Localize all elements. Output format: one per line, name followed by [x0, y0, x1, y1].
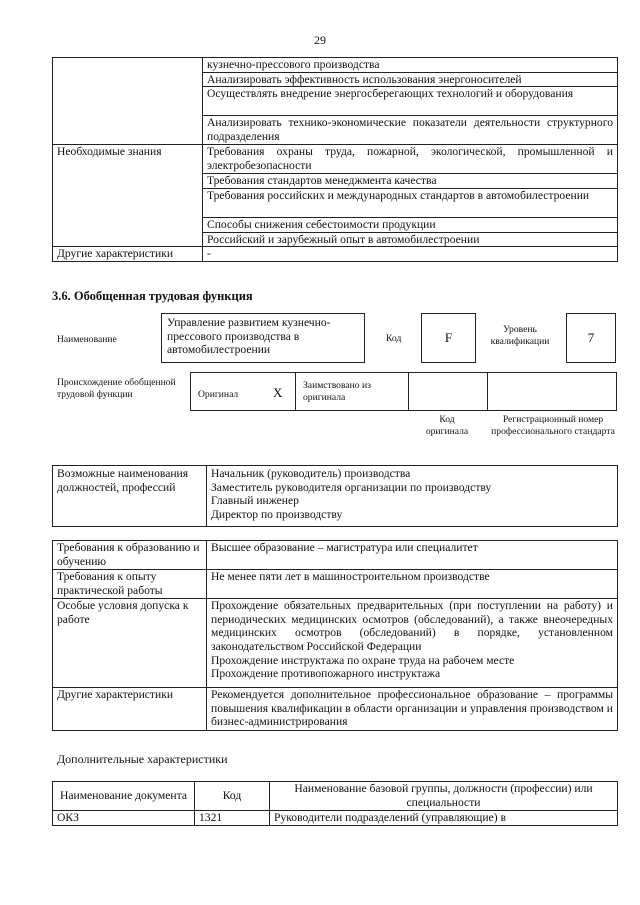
- header-document: Наименование документа: [53, 782, 195, 811]
- origin-row: [190, 372, 617, 411]
- table-cell: кузнечно-прессового производства: [203, 58, 618, 73]
- conditions-label: Особые условия допуска к работе: [53, 599, 207, 688]
- condition-line: Прохождение обязательных предварительных (при поступлении на работу) и периодических медицинских осмотров (обследований), а также внеочередных медицинских осмотров (обследований) в порядке, установленном законодательством Российской Федерации: [211, 599, 613, 654]
- original-mark: X: [273, 385, 283, 400]
- table-cell: Руководители подразделений (управляющие) в: [270, 811, 618, 826]
- other-label: Другие характеристики: [53, 688, 207, 731]
- list-item: Заместитель руководителя организации по производству: [211, 480, 492, 494]
- experience-label: Требования к опыту практической работы: [53, 570, 207, 599]
- positions-label: Возможные наименования должностей, профессий: [53, 466, 207, 527]
- reg-number-caption: Регистрационный номер профессионального стандарта: [491, 414, 615, 437]
- gtf-name-value: Управление развитием кузнечно-прессового производства в автомобилестроении: [167, 316, 331, 357]
- list-item: Начальник (руководитель) производства: [211, 467, 411, 480]
- table-cell: Способы снижения себестоимости продукции: [203, 218, 618, 233]
- header-name: Наименование базовой группы, должности (профессии) или специальности: [270, 782, 618, 811]
- origin-label: Происхождение обобщенной трудовой функции: [57, 377, 176, 400]
- other-value: Рекомендуется дополнительное профессиональное образование – программы повышения квалификации в области организации и управления производством и бизнес-администрирования: [207, 688, 618, 731]
- level-label: Уровень квалификации: [490, 324, 550, 347]
- borrowed-label: Заимствовано из оригинала: [303, 380, 371, 403]
- table-cell: Требования охраны труда, пожарной, экологической, промышленной и электробезопасности: [203, 145, 618, 174]
- experience-value: Не менее пяти лет в машиностроительном производстве: [207, 570, 618, 599]
- row-label-other: Другие характеристики: [53, 247, 203, 262]
- requirements-table: [52, 540, 618, 731]
- table-cell: Анализировать технико-экономические показатели деятельности структурного подразделения: [203, 116, 618, 145]
- table-cell: Требования российских и международных стандартов в автомобилестроении: [203, 189, 618, 218]
- table-row: [53, 811, 618, 826]
- additional-table: [52, 781, 618, 826]
- table-cell: Требования стандартов менеджмента качества: [203, 174, 618, 189]
- positions-table: [52, 465, 618, 527]
- level-box: [566, 313, 616, 363]
- row-label-empty: [53, 58, 203, 145]
- code-box: [421, 313, 476, 363]
- table-cell: Осуществлять внедрение энергосберегающих технологий и оборудования: [203, 87, 618, 116]
- table-cell: ОКЗ: [53, 811, 195, 826]
- original-label: Оригинал: [198, 389, 239, 400]
- table-cell: Российский и зарубежный опыт в автомобилестроении: [203, 232, 618, 247]
- condition-line: Прохождение инструктажа по охране труда на рабочем месте: [211, 653, 515, 667]
- additional-title: Дополнительные характеристики: [57, 752, 228, 766]
- condition-line: Прохождение противопожарного инструктажа: [211, 667, 441, 681]
- page-number: 29: [314, 33, 326, 47]
- education-value: Высшее образование – магистратура или специалитет: [207, 541, 618, 570]
- table-cell: 1321: [195, 811, 270, 826]
- code-label: Код: [386, 333, 402, 344]
- section-title: 3.6. Обобщенная трудовая функция: [52, 289, 253, 303]
- conditions-value: [207, 599, 618, 688]
- education-label: Требования к образованию и обучению: [53, 541, 207, 570]
- name-label: Наименование: [57, 334, 117, 345]
- header-code: Код: [195, 782, 270, 811]
- code-original-caption: Код оригинала: [425, 414, 469, 437]
- table-cell: -: [203, 247, 618, 262]
- row-label-knowledge: Необходимые знания: [53, 145, 203, 247]
- code-value: F: [444, 330, 453, 345]
- table-cell: Анализировать эффективность использования энергоносителей: [203, 72, 618, 87]
- skills-knowledge-table: [52, 57, 618, 262]
- list-item: Главный инженер: [211, 494, 299, 508]
- positions-list: [207, 466, 618, 527]
- level-value: 7: [587, 330, 595, 345]
- list-item: Директор по производству: [211, 508, 343, 522]
- gtf-name-box: [161, 313, 365, 363]
